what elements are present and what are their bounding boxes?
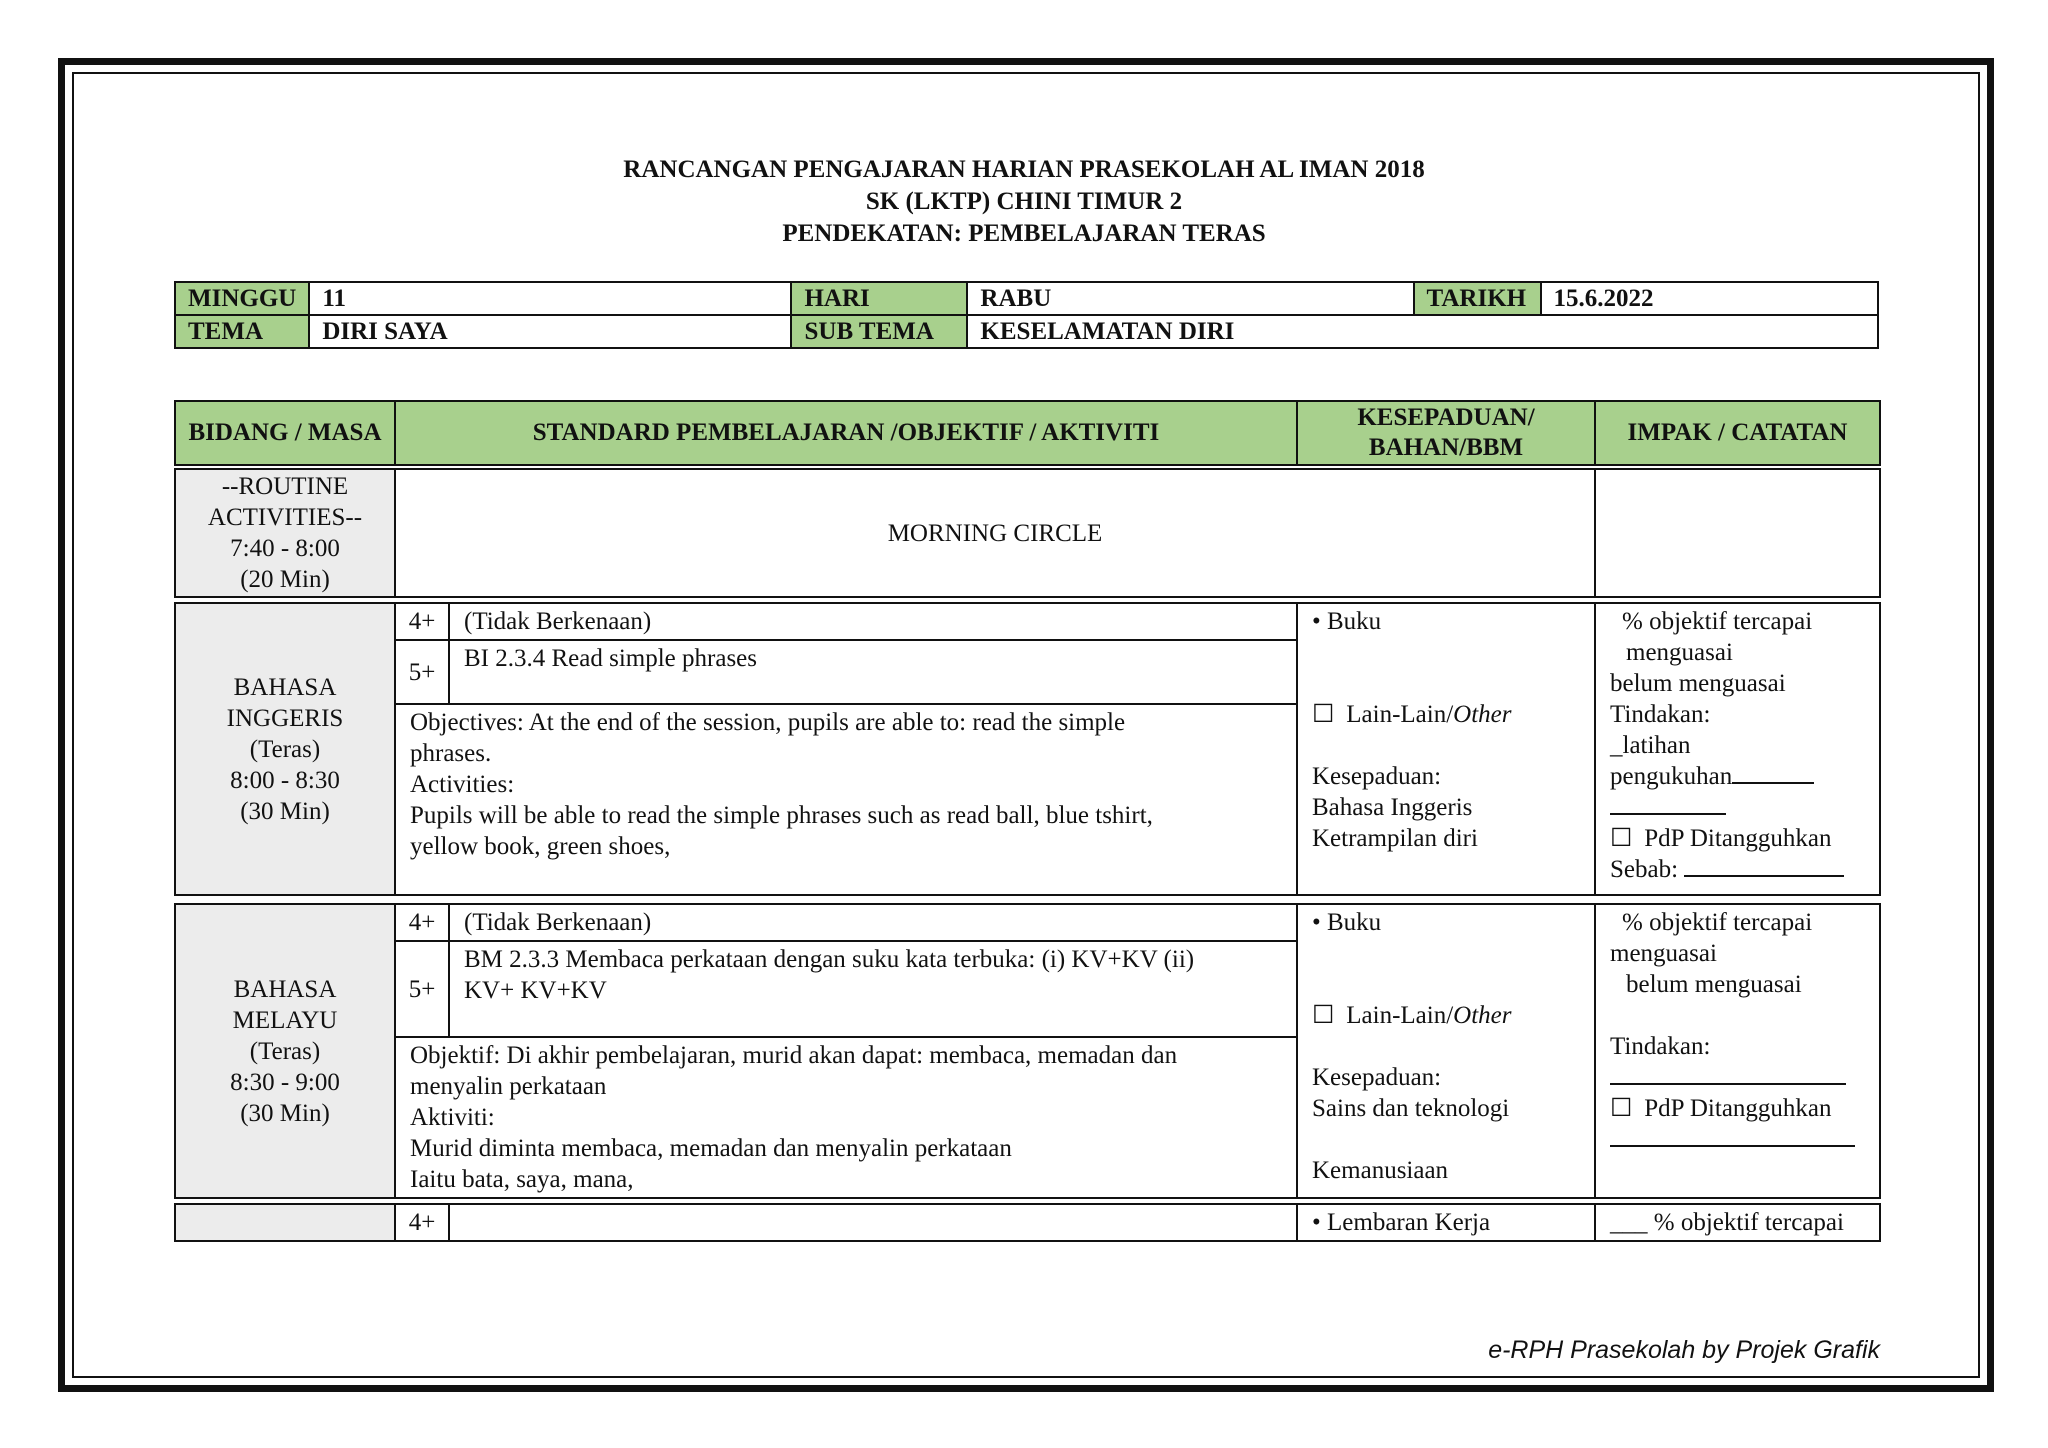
document-header bbox=[0, 154, 2048, 250]
next-age-4-text bbox=[449, 1204, 1297, 1241]
routine-activity: MORNING CIRCLE bbox=[395, 469, 1595, 597]
bm-table bbox=[174, 903, 1881, 1199]
bi-bidang: BAHASA INGGERIS (Teras) 8:00 - 8:30 (30 Min) bbox=[175, 603, 395, 895]
header-approach: PENDEKATAN: PEMBELAJARAN TERAS bbox=[782, 220, 1266, 247]
bm-age-5: 5+ bbox=[395, 941, 449, 1037]
subtema-value: KESELAMATAN DIRI bbox=[967, 315, 1878, 348]
bm-objectives: Objektif: Di akhir pembelajaran, murid akan dapat: membaca, memadan dan menyalin perkataan Aktiviti: Murid diminta membaca, memadan dan menyalin perkataan Iaitu bata, saya, mana, bbox=[395, 1037, 1297, 1198]
routine-bidang: --ROUTINE ACTIVITIES-- 7:40 - 8:00 (20 Min) bbox=[175, 469, 395, 597]
bi-age-4-text: (Tidak Berkenaan) bbox=[449, 603, 1297, 640]
bi-age-5: 5+ bbox=[395, 640, 449, 704]
bm-age-4-text: (Tidak Berkenaan) bbox=[449, 904, 1297, 941]
column-header-table bbox=[174, 400, 1881, 466]
checkbox-icon: ☐ bbox=[1312, 701, 1335, 728]
hari-value: RABU bbox=[967, 282, 1413, 315]
bm-bahan: • Buku ☐ Lain-Lain/Other Kesepaduan: Sains dan teknologi Kemanusiaan bbox=[1297, 904, 1595, 1198]
col-standard: STANDARD PEMBELAJARAN /OBJEKTIF / AKTIVITI bbox=[395, 401, 1297, 465]
next-age-4: 4+ bbox=[395, 1204, 449, 1241]
minggu-value: 11 bbox=[309, 282, 791, 315]
col-impak: IMPAK / CATATAN bbox=[1595, 401, 1880, 465]
tema-value: DIRI SAYA bbox=[309, 315, 791, 348]
checkbox-icon: ☐ bbox=[1610, 825, 1633, 852]
bi-age-5-text: BI 2.3.4 Read simple phrases bbox=[449, 640, 1297, 704]
routine-table bbox=[174, 468, 1881, 598]
bm-bidang: BAHASA MELAYU (Teras) 8:30 - 9:00 (30 Min) bbox=[175, 904, 395, 1198]
footer-credit: e-RPH Prasekolah by Projek Grafik bbox=[1488, 1336, 1880, 1364]
bi-table bbox=[174, 602, 1881, 896]
col-bidang: BIDANG / MASA bbox=[175, 401, 395, 465]
subtema-label: SUB TEMA bbox=[791, 315, 967, 348]
next-impak: ___ % objektif tercapai bbox=[1595, 1204, 1880, 1241]
bm-age-4: 4+ bbox=[395, 904, 449, 941]
bi-objectives: Objectives: At the end of the session, pupils are able to: read the simple phrases. Activities: Pupils will be able to read the simple phrases such as read ball, blue tshirt, yellow book, green shoes, bbox=[395, 704, 1297, 895]
col-kesepaduan: KESEPADUAN/ BAHAN/BBM bbox=[1297, 401, 1595, 465]
bm-age-5-text: BM 2.3.3 Membaca perkataan dengan suku kata terbuka: (i) KV+KV (ii) KV+ KV+KV bbox=[449, 941, 1297, 1037]
routine-impak bbox=[1595, 469, 1880, 597]
bi-impak: % objektif tercapai menguasai belum menguasai Tindakan: _latihan pengukuhan ☐ PdP Ditangguhkan Sebab: bbox=[1595, 603, 1880, 895]
bm-impak: % objektif tercapai menguasai belum menguasai Tindakan: ☐ PdP Ditangguhkan bbox=[1595, 904, 1880, 1198]
bi-age-4: 4+ bbox=[395, 603, 449, 640]
tema-label: TEMA bbox=[175, 315, 309, 348]
hari-label: HARI bbox=[791, 282, 967, 315]
minggu-label: MINGGU bbox=[175, 282, 309, 315]
info-table bbox=[174, 281, 1879, 349]
header-school: SK (LKTP) CHINI TIMUR 2 bbox=[865, 188, 1183, 215]
next-bidang bbox=[175, 1204, 395, 1241]
tarikh-label: TARIKH bbox=[1414, 282, 1541, 315]
header-title: RANCANGAN PENGAJARAN HARIAN PRASEKOLAH AL IMAN 2018 bbox=[623, 156, 1425, 183]
next-block-table bbox=[174, 1203, 1881, 1242]
checkbox-icon: ☐ bbox=[1312, 1002, 1335, 1029]
bi-bahan: • Buku ☐ Lain-Lain/Other Kesepaduan: Bahasa Inggeris Ketrampilan diri bbox=[1297, 603, 1595, 895]
checkbox-icon: ☐ bbox=[1610, 1095, 1633, 1122]
tarikh-value: 15.6.2022 bbox=[1541, 282, 1878, 315]
next-bahan: • Lembaran Kerja bbox=[1297, 1204, 1595, 1241]
